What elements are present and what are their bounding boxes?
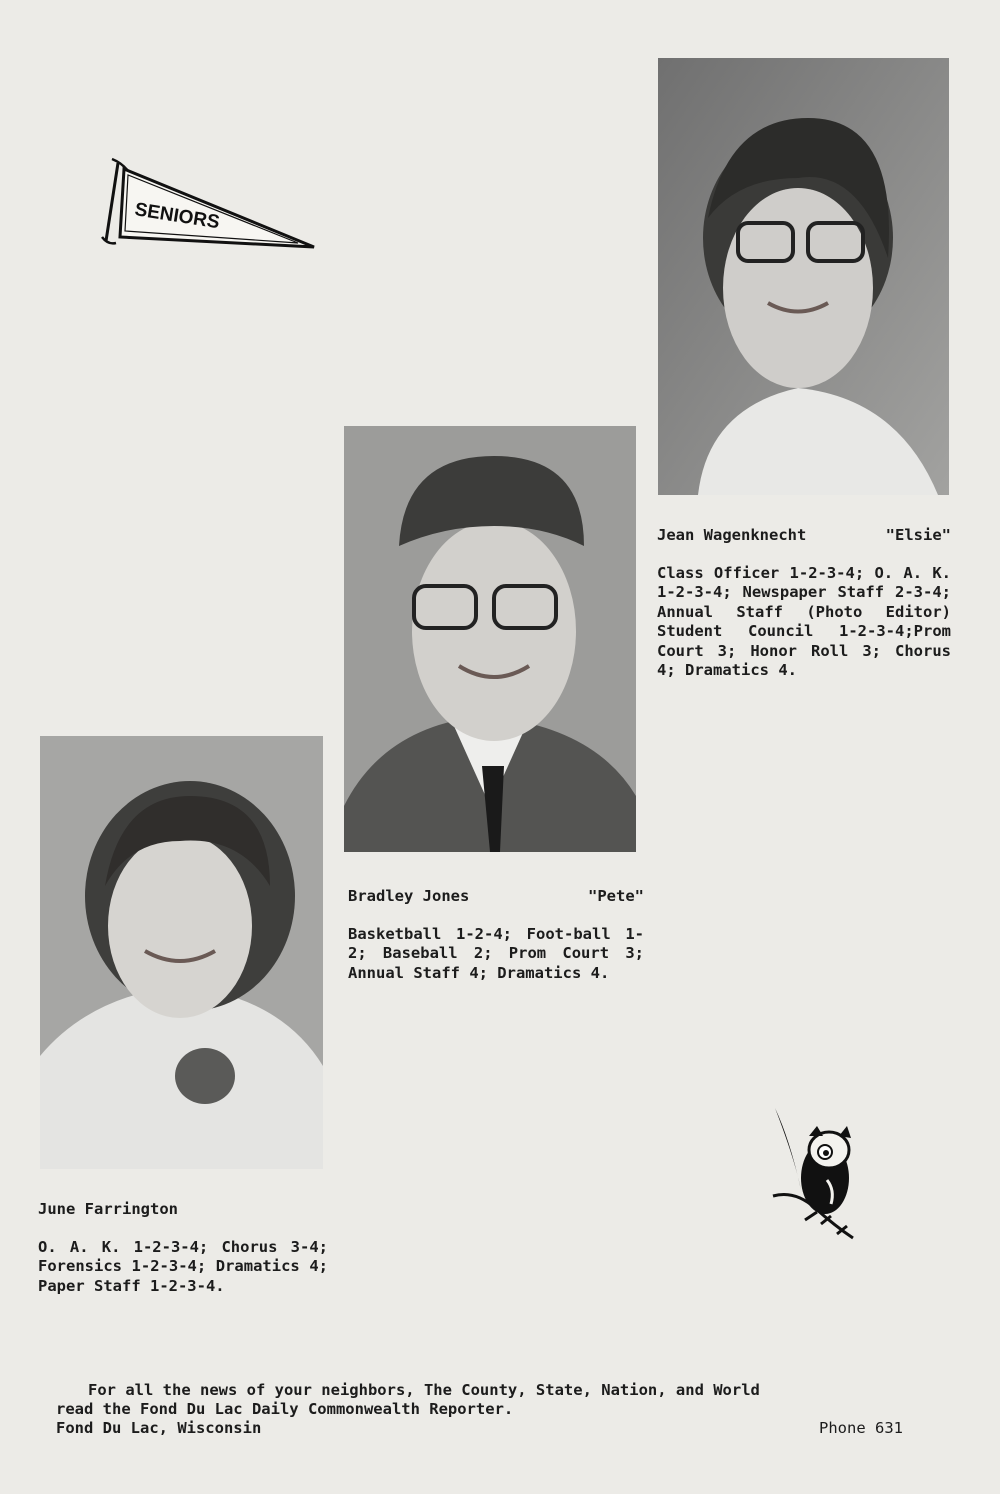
student-activities: O. A. K. 1-2-3-4; Chorus 3-4; Forensics 1-2-3-4; Dramatics 4; Paper Staff 1-2-3-4. <box>38 1237 328 1295</box>
student-bio <box>657 526 951 681</box>
advertisement <box>56 1381 911 1438</box>
seniors-pennant <box>98 155 320 255</box>
student-bio <box>38 1200 328 1296</box>
pennant-label: SENIORS <box>133 199 221 234</box>
ad-location: Fond Du Lac, Wisconsin <box>56 1419 262 1437</box>
ad-phone: Phone 631 <box>819 1419 903 1437</box>
portrait-photo <box>40 736 323 1169</box>
student-activities: Basketball 1-2-4; Foot-ball 1-2; Baseball 2; Prom Court 3; Annual Staff 4; Dramatics 4. <box>348 924 644 982</box>
owl-mascot-icon <box>765 1100 865 1250</box>
student-nickname: "Pete" <box>588 887 644 905</box>
portrait-photo <box>658 58 949 495</box>
ad-line: For all the news of your neighbors, The County, State, Nation, and World <box>88 1381 760 1399</box>
student-nickname: "Elsie" <box>885 526 951 544</box>
student-bio <box>348 887 644 983</box>
student-name: June Farrington <box>38 1200 178 1218</box>
portrait-photo <box>344 426 636 852</box>
student-name: Jean Wagenknecht <box>657 526 807 544</box>
student-activities: Class Officer 1-2-3-4; O. A. K. 1-2-3-4; Newspaper Staff 2-3-4; Annual Staff (Photo Editor) Student Council 1-2-3-4;Prom Court 3; Honor Roll 3; Chorus 4; Dramatics 4. <box>657 563 951 679</box>
ad-line: read the Fond Du Lac Daily Commonwealth Reporter. <box>56 1400 514 1418</box>
student-name: Bradley Jones <box>348 887 470 905</box>
